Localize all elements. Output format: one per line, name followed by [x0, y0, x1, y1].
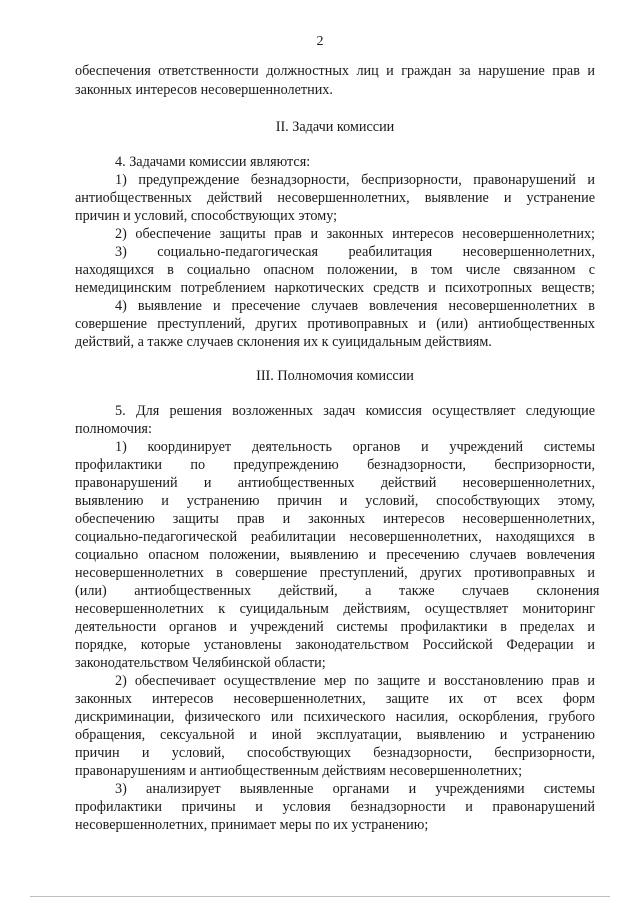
text-line: 3) анализирует выявленные органами и учреждениями системы [115, 781, 595, 797]
text-line: профилактики по предупреждению безнадзорности, беспризорности, [75, 457, 595, 473]
text-line: правонарушений и антиобщественных действий несовершеннолетних, [75, 475, 595, 491]
text-line: законных интересов несовершеннолетних, защите их от всех форм [75, 691, 595, 707]
text-line: полномочия: [75, 421, 152, 437]
text-line: 3) социально-педагогическая реабилитация несовершеннолетних, [115, 244, 595, 260]
text-line: 1) предупреждение безнадзорности, беспризорности, правонарушений и [115, 172, 595, 188]
text-line: немедицинским потреблением наркотических средств и психотропных веществ; [75, 280, 595, 296]
text-line: находящихся в социально опасном положении, в том числе связанном с [75, 262, 595, 278]
page-bottom-edge [30, 896, 610, 897]
page-number: 2 [316, 34, 324, 49]
text-line: 4. Задачами комиссии являются: [115, 154, 311, 170]
text-line: 5. Для решения возложенных задач комиссия осуществляет следующие [115, 403, 595, 419]
text-line: причин и условий, способствующих безнадзорности, беспризорности, [75, 745, 595, 761]
text-line: дискриминации, физического или психического насилия, оскорбления, грубого [75, 709, 595, 725]
section-heading-2: II. Задачи комиссии [275, 119, 395, 135]
text-line: причин и условий, способствующих этому; [75, 208, 338, 224]
text-line: несовершеннолетних в совершение преступлений, других противоправных и [75, 565, 595, 581]
text-line: деятельности органов и учреждений системы профилактики в пределах и [75, 619, 595, 635]
text-line: порядке, которые установлены законодательством Российской Федерации и [75, 637, 595, 653]
text-line: профилактики причины и условия безнадзорности и правонарушений [75, 799, 595, 815]
text-line: 1) координирует деятельность органов и учреждений системы [115, 439, 595, 455]
text-line: (или) антиобщественных действий, а также случаев склонения [75, 583, 600, 599]
text-line: обращения, сексуальной и иной эксплуатации, выявлению и устранению [75, 727, 595, 743]
text-line: социально опасном положении, выявлению и пресечению случаев вовлечения [75, 547, 595, 563]
text-line: правонарушениям и антиобщественным действиям несовершеннолетних; [75, 763, 523, 779]
text-line: выявлению и устранению причин и условий, способствующих этому, [75, 493, 595, 509]
text-line: законодательством Челябинской области; [75, 655, 326, 671]
text-line: обеспечению защиты прав и законных интересов несовершеннолетних, [75, 511, 595, 527]
text-line: совершение преступлений, других противоправных и (или) антиобщественных [75, 316, 595, 332]
text-line: антиобщественных действий несовершеннолетних, выявление и устранение [75, 190, 595, 206]
text-line: законных интересов несовершеннолетних. [75, 82, 333, 98]
text-line: обеспечения ответственности должностных лиц и граждан за нарушение прав и [75, 63, 595, 79]
section-heading-3: III. Полномочия комиссии [256, 368, 414, 384]
text-line: действий, а также случаев склонения их к суицидальным действиям. [75, 334, 492, 350]
text-line: несовершеннолетних к суицидальным действиям, осуществляет мониторинг [75, 601, 595, 617]
text-line: несовершеннолетних, принимает меры по их устранению; [75, 817, 429, 833]
text-line: социально-педагогической реабилитации несовершеннолетних, находящихся в [75, 529, 595, 545]
text-line: 4) выявление и пресечение случаев вовлечения несовершеннолетних в [115, 298, 595, 314]
text-line: 2) обеспечение защиты прав и законных интересов несовершеннолетних; [115, 226, 595, 242]
text-line: 2) обеспечивает осуществление мер по защите и восстановлению прав и [115, 673, 595, 689]
